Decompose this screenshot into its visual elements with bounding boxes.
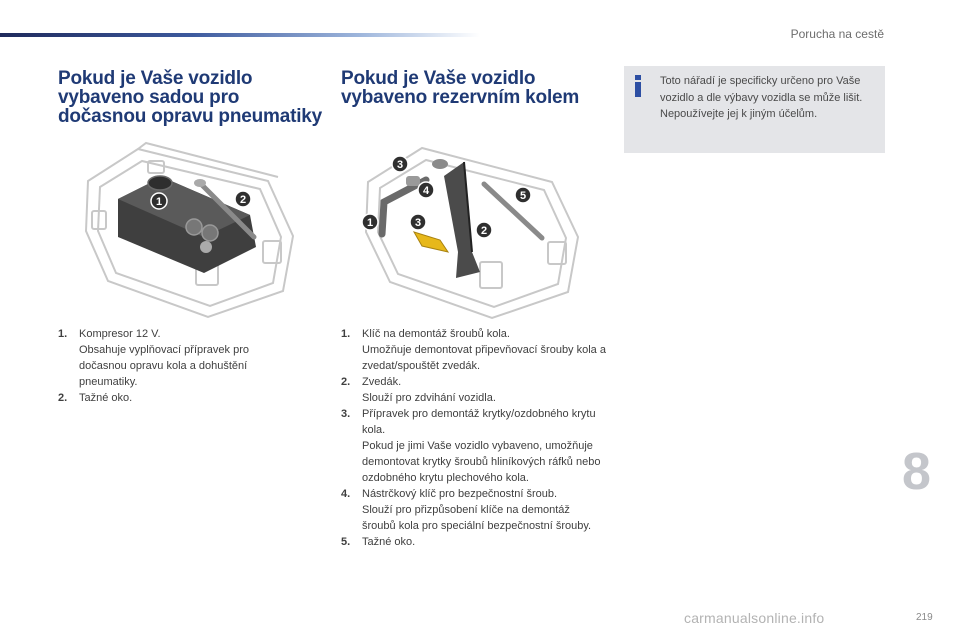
info-text: Toto nářadí je specificky určeno pro Vaše vozidlo a dle výbavy vozidla se může lišit. Nepoužívejte jej k jiným účelům. — [660, 75, 863, 120]
list-item — [58, 390, 298, 406]
item-number: 1. — [341, 328, 351, 340]
item-text: Tažné oko. — [79, 392, 133, 404]
section-label: Porucha na cestě — [790, 27, 884, 41]
callout-3-bottom: 3 — [414, 217, 422, 229]
item-number: 4. — [341, 488, 351, 500]
item-number: 3. — [341, 408, 351, 420]
list-item — [58, 326, 298, 390]
header-gradient-bar — [0, 33, 480, 37]
spare-wheel-item-list — [341, 326, 606, 550]
list-item — [341, 486, 606, 534]
repair-kit-illustration — [78, 141, 300, 319]
item-number: 2. — [58, 392, 68, 404]
middle-section-title: Pokud je Vaše vozidlo vybaveno rezervním kolem — [341, 68, 580, 108]
repair-kit-item-list — [58, 326, 298, 406]
list-item — [341, 374, 606, 406]
watermark: carmanualsonline.info — [684, 610, 825, 626]
item-text: Přípravek pro demontáž krytky/ozdobného krytu kola. Pokud je jimi Vaše vozidlo vybaveno, umožňuje demontovat krytky šroubů hliníkových ráfků nebo ozdobného krytu plechového kola. — [362, 408, 601, 484]
page-number: 219 — [916, 612, 933, 623]
callout-1: 1 — [366, 217, 374, 229]
list-item — [341, 406, 606, 486]
item-text: Kompresor 12 V. Obsahuje vyplňovací přípravek pro dočasnou opravu kola a dohuštění pneumatiky. — [79, 328, 249, 388]
item-number: 2. — [341, 376, 351, 388]
callout-5: 5 — [519, 190, 527, 202]
list-item — [341, 326, 606, 374]
callout-4: 4 — [422, 185, 430, 197]
callout-1: 1 — [155, 196, 163, 208]
info-box — [624, 66, 885, 153]
spare-wheel-tools-illustration — [360, 142, 583, 320]
item-text: Tažné oko. — [362, 536, 416, 548]
left-section-title: Pokud je Vaše vozidlo vybaveno sadou pro dočasnou opravu pneumatiky — [58, 68, 323, 127]
item-text: Klíč na demontáž šroubů kola. Umožňuje demontovat připevňovací šrouby kola a zvedat/spouštět zvedák. — [362, 328, 606, 372]
item-text: Zvedák. Slouží pro zdvihání vozidla. — [362, 376, 496, 404]
callout-3-top: 3 — [396, 159, 404, 171]
item-text: Nástrčkový klíč pro bezpečnostní šroub. Slouží pro přizpůsobení klíče na demontáž šroubů kola pro speciální bezpečnostní šrouby. — [362, 488, 592, 532]
item-number: 1. — [58, 328, 68, 340]
callout-2: 2 — [480, 225, 488, 237]
chapter-number: 8 — [902, 443, 931, 501]
item-number: 5. — [341, 536, 351, 548]
info-icon — [633, 75, 643, 97]
callout-2: 2 — [239, 194, 247, 206]
list-item — [341, 534, 606, 550]
